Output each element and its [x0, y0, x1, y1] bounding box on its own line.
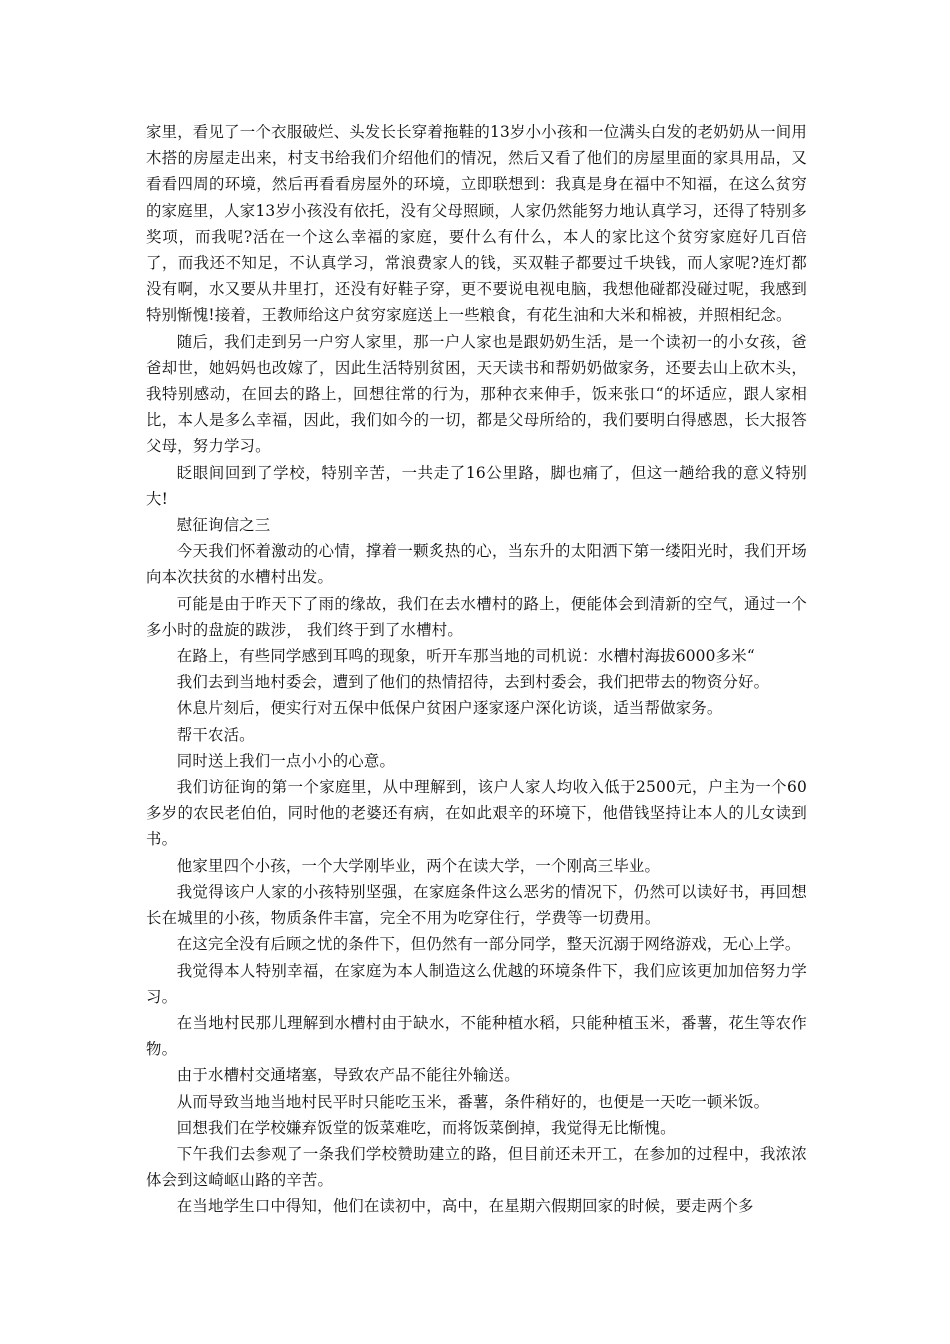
- section-heading: 慰征询信之三: [176, 516, 271, 535]
- paragraph: 我觉得该户人家的小孩特别坚强，在家庭条件这么恶劣的情况下，仍然可以读好书，再回想长在城里的小孩，物质条件丰富，完全不用为吃穿住行，学费等一切费用。: [146, 882, 807, 928]
- paragraph: 从而导致当地当地村民平时只能吃玉米，番薯，条件稍好的，也便是一天吃一顿米饭。: [176, 1092, 770, 1111]
- paragraph: 今天我们怀着激动的心情，撑着一颗炙热的心，当东升的太阳洒下第一缕阳光时，我们开场向本次扶贫的水槽村出发。: [146, 542, 807, 587]
- paragraph: 在当地学生口中得知，他们在读初中，高中，在星期六假期回家的时候，要走两个多: [176, 1197, 754, 1216]
- paragraph: 家里，看见了一个衣服破烂、头发长长穿着拖鞋的13岁小小孩和一位满头白发的老奶奶从一间用木搭的房屋走出来，村支书给我们介绍他们的情况，然后又看了他们的房屋里面的家具用品，又看看四周的环境，然后再看看房屋外的环境，立即联想到：我真是身在福中不知福，在这么贫穷的家庭里，人家13岁小孩没有依托，没有父母照顾，人家仍然能努力地认真学习，还得了特别多奖项，而我呢?活在一个这么幸福的家庭，要什么有什么，本人的家比这个贫穷家庭好几百倍了，而我还不知足，不认真学习，常浪费家人的钱，买双鞋子都要过千块钱，而人家呢?连灯都没有啊，水又要从井里打，还没有好鞋子穿，更不要说电视电脑，我想他碰都没碰过呢，我感到特别惭愧!接着，王教师给这户贫穷家庭送上一些粮食，有花生油和大米和棉被，并照相纪念。: [146, 123, 807, 325]
- paragraph: 我们访征询的第一个家庭里，从中理解到，该户人家人均收入低于2500元，户主为一个60多岁的农民老伯伯，同时他的老婆还有病，在如此艰辛的环境下，他借钱坚持让本人的儿女读到书。: [146, 778, 807, 849]
- paragraph: 在这完全没有后顾之忧的条件下，但仍然有一部分同学，整天沉溺于网络游戏，无心上学。: [176, 935, 801, 954]
- paragraph: 他家里四个小孩，一个大学刚毕业，两个在读大学，一个刚高三毕业。: [176, 856, 661, 875]
- paragraph: 在当地村民那儿理解到水槽村由于缺水，不能种植水稻，只能种植玉米，番薯，花生等农作物。: [146, 1013, 807, 1059]
- paragraph: 在路上，有些同学感到耳鸣的现象，听开车那当地的司机说：水槽村海拔6000多米“: [176, 647, 755, 666]
- document-page: [146, 119, 807, 1220]
- paragraph: 同时送上我们一点小小的心意。: [176, 751, 396, 770]
- paragraph: 下午我们去参观了一条我们学校赞助建立的路，但目前还未开工，在参加的过程中，我浓浓体会到这崎岖山路的辛苦。: [146, 1144, 807, 1190]
- paragraph: 我们去到当地村委会，遭到了他们的热情招待，去到村委会，我们把带去的物资分好。: [176, 673, 770, 692]
- paragraph: 回想我们在学校嫌弃饭堂的饭菜难吃，而将饭菜倒掉，我觉得无比惭愧。: [176, 1118, 676, 1137]
- paragraph: 眨眼间回到了学校，特别辛苦，一共走了16公里路，脚也痛了，但这一趟给我的意义特别大!: [146, 463, 807, 508]
- paragraph: 休息片刻后，便实行对五保中低保户贫困户逐家逐户深化访谈，适当帮做家务。: [176, 699, 723, 718]
- paragraph: 帮干农活。: [176, 725, 255, 744]
- paragraph: 随后，我们走到另一户穷人家里，那一户人家也是跟奶奶生活，是一个读初一的小女孩，爸爸却世，她妈妈也改嫁了，因此生活特别贫困，天天读书和帮奶奶做家务，还要去山上砍木头，我特别感动，在回去的路上，回想往常的行为，那种衣来伸手，饭来张口“的坏适应，跟人家相比，本人是多么幸福，因此，我们如今的一切，都是父母所给的，我们要明白得感恩，长大报答父母，努力学习。: [146, 332, 807, 456]
- paragraph: 由于水槽村交通堵塞，导致农产品不能往外输送。: [176, 1066, 520, 1085]
- paragraph: 我觉得本人特别幸福，在家庭为本人制造这么优越的环境条件下，我们应该更加加倍努力学习。: [146, 961, 807, 1006]
- paragraph: 可能是由于昨天下了雨的缘故，我们在去水槽村的路上，便能体会到清新的空气，通过一个多小时的盘旋的跋涉， 我们终于到了水槽村。: [146, 594, 807, 639]
